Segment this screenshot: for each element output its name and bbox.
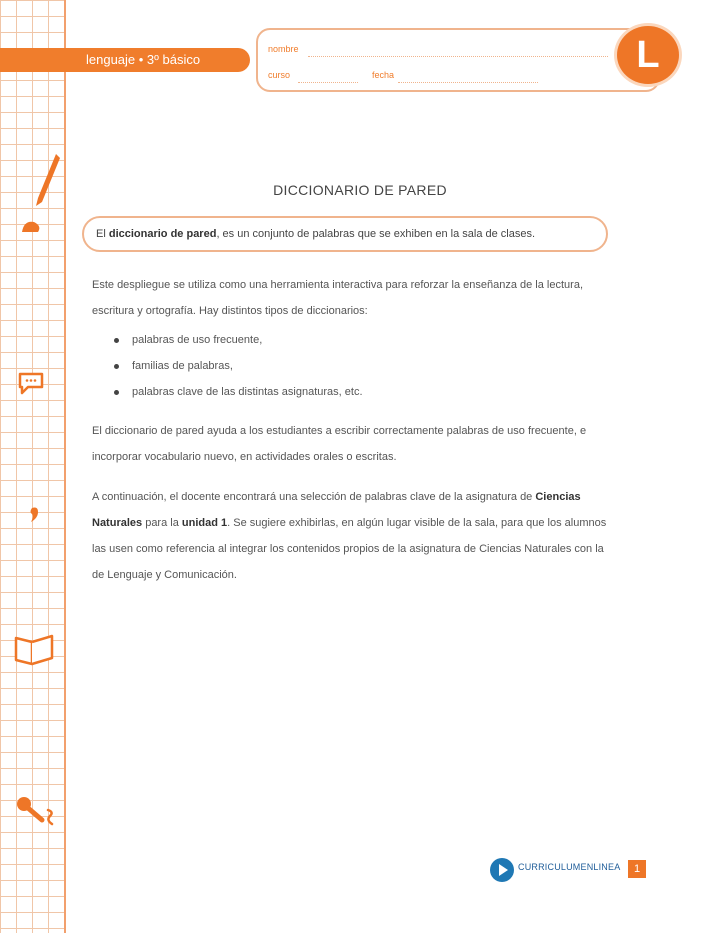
instructions-part2: para la <box>142 517 182 529</box>
course-line <box>298 82 358 83</box>
student-info-box <box>256 28 660 92</box>
microphone-icon <box>14 794 62 828</box>
date-line <box>398 82 538 83</box>
ink-drop-icon <box>18 216 44 236</box>
instructions-paragraph <box>92 484 612 588</box>
document-title: DICCIONARIO DE PARED <box>273 182 447 198</box>
subject-name: Ciencias Naturales <box>92 491 581 529</box>
definition-box <box>82 216 608 252</box>
book-icon <box>12 632 56 668</box>
list-item: palabras de uso frecuente, <box>112 327 592 353</box>
margin-line <box>64 0 66 933</box>
name-label: nombre <box>268 44 299 54</box>
definition-prefix: El <box>96 228 109 240</box>
subject-label: lenguaje • 3º básico <box>86 52 201 67</box>
brand-name: CURRICULUMENLINEA <box>518 862 621 872</box>
name-line <box>308 56 608 57</box>
comma-icon <box>26 504 44 528</box>
definition-text: , es un conjunto de palabras que se exhiben en la sala de clases. <box>216 228 536 240</box>
course-label: curso <box>268 70 291 80</box>
subject-header <box>0 48 250 72</box>
purpose-paragraph: El diccionario de pared ayuda a los estudiantes a escribir correctamente palabras de uso frecuente, e incorporar vocabulario nuevo, en actividades orales o escritas. <box>92 425 587 463</box>
play-logo-icon <box>490 858 514 882</box>
date-label: fecha <box>372 70 395 80</box>
unit-name: unidad 1 <box>181 517 228 529</box>
intro-paragraph: Este despliegue se utiliza como una herramienta interactiva para reforzar la enseñanza de la lectura, escritura y ortografía. Hay distintos tipos de diccionarios: <box>92 279 583 317</box>
definition-term: diccionario de pared <box>108 228 217 240</box>
instructions-part3: . Se sugiere exhibirlas, en algún lugar visible de la sala, para que los alumnos las usen como referencia al integrar los contenidos propios de la asignatura de Ciencias Naturales con la de Lenguaje y Comunicación. <box>92 517 607 581</box>
list-item: familias de palabras, <box>112 353 592 379</box>
page-number: 1 <box>628 860 646 878</box>
pen-icon <box>30 152 64 208</box>
dictionary-types-list <box>112 327 592 405</box>
instructions-part1: A continuación, el docente encontrará una selección de palabras clave de la asignatura de <box>92 491 536 503</box>
footer-logo <box>490 856 650 884</box>
list-item: palabras clave de las distintas asignaturas, etc. <box>112 379 592 405</box>
unit-badge: L <box>617 26 679 84</box>
speech-bubble-icon <box>16 370 46 396</box>
